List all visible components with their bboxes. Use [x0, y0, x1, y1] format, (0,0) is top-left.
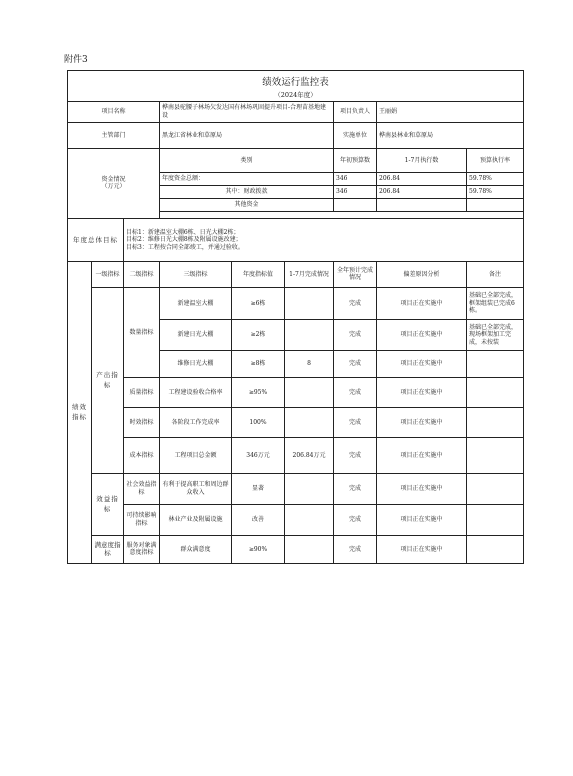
forecast-value: 完成 — [334, 473, 377, 504]
funds-header-executed: 1-7月执行数 — [377, 148, 467, 172]
completed-value — [285, 535, 334, 563]
sustainability-label: 可持续影响指标 — [124, 504, 160, 535]
level3-indicator: 各阶段工作完成率 — [160, 407, 232, 437]
completed-value: 8 — [285, 350, 334, 377]
deviation-analysis: 项目正在实施中 — [377, 287, 467, 319]
benefit-indicator-label: 效益指标 — [92, 473, 124, 535]
deviation-analysis: 项目正在实施中 — [377, 319, 467, 350]
funds-row-label: 其他资金 — [160, 198, 334, 211]
performance-table — [67, 70, 524, 564]
note-cell — [467, 377, 524, 407]
goal-line: 目标3：工程按合同全部竣工，并通过验收。 — [126, 243, 244, 251]
funds-row-budget: 346 — [334, 185, 377, 198]
table-title: 绩效运行监控表 — [68, 71, 524, 90]
header-completed: 1-7月完成情况 — [285, 261, 334, 287]
funds-row-label: 年度资金总额： — [160, 172, 334, 185]
level3-indicator: 林业产业及附属设施 — [160, 504, 232, 535]
implementer-value: 桦南县林业和草原局 — [377, 122, 524, 148]
funds-header-rate: 预算执行率 — [467, 148, 524, 172]
level3-indicator: 工程建设验收合格率 — [160, 377, 232, 407]
project-owner-label: 项目负责人 — [334, 101, 377, 122]
funds-row-budget: 346 — [334, 172, 377, 185]
funds-spacer — [160, 211, 524, 218]
project-name-label: 项目名称 — [68, 101, 160, 122]
completed-value: 206.84万元 — [285, 437, 334, 473]
level3-indicator: 维修日光大棚 — [160, 350, 232, 377]
funds-row-executed: 206.84 — [377, 185, 467, 198]
funds-row-executed — [377, 198, 467, 211]
forecast-value: 完成 — [334, 377, 377, 407]
project-name-value: 桦南县驼腰子林场欠发达国有林场巩固提升项目-合理苗基地建设 — [160, 101, 334, 122]
completed-value — [285, 319, 334, 350]
note-cell — [467, 407, 524, 437]
completed-value — [285, 473, 334, 504]
department-value: 黑龙江省林业和草原局 — [160, 122, 334, 148]
department-label: 主管部门 — [68, 122, 160, 148]
deviation-analysis: 项目正在实施中 — [377, 473, 467, 504]
social-benefit-label: 社会效益指标 — [124, 473, 160, 504]
annual-goal-content — [124, 218, 524, 261]
table-subtitle: （2024年度） — [68, 90, 524, 102]
quality-indicator-label: 质量指标 — [124, 377, 160, 407]
target-value: 改善 — [232, 504, 285, 535]
level3-indicator: 工程项目总金额 — [160, 437, 232, 473]
header-level3: 三级指标 — [160, 261, 232, 287]
satisfaction-indicator-label: 满意度指标 — [92, 535, 124, 563]
target-value: ≥2栋 — [232, 319, 285, 350]
level3-indicator: 群众满意度 — [160, 535, 232, 563]
forecast-value: 完成 — [334, 437, 377, 473]
funds-row-label: 其中：财政拨款 — [160, 185, 334, 198]
target-value: 346万元 — [232, 437, 285, 473]
forecast-value: 完成 — [334, 350, 377, 377]
funds-row-rate — [467, 198, 524, 211]
funds-row-rate: 59.78% — [467, 185, 524, 198]
target-value: ≥6栋 — [232, 287, 285, 319]
completed-value — [285, 287, 334, 319]
service-satisfaction-label: 服务对象满意度指标 — [124, 535, 160, 563]
forecast-value: 完成 — [334, 535, 377, 563]
performance-monitoring-sheet — [67, 70, 523, 564]
cost-indicator-label: 成本指标 — [124, 437, 160, 473]
level3-indicator: 新建日光大棚 — [160, 319, 232, 350]
funds-header-budget: 年初预算数 — [334, 148, 377, 172]
header-note: 备注 — [467, 261, 524, 287]
forecast-value: 完成 — [334, 407, 377, 437]
goal-line: 目标2：维修日光大棚8栋及附属设施改建； — [126, 236, 242, 244]
note-cell — [467, 350, 524, 377]
deviation-analysis: 项目正在实施中 — [377, 407, 467, 437]
level3-indicator: 新建温室大棚 — [160, 287, 232, 319]
funds-row-budget — [334, 198, 377, 211]
funds-row-rate: 59.78% — [467, 172, 524, 185]
funds-header-category: 类别 — [160, 148, 334, 172]
attachment-label: 附件3 — [64, 55, 88, 65]
target-value: ≥95% — [232, 377, 285, 407]
note-cell — [467, 535, 524, 563]
completed-value — [285, 504, 334, 535]
deviation-analysis: 项目正在实施中 — [377, 350, 467, 377]
output-indicator-label: 产出指标 — [92, 287, 124, 473]
note-cell: 基础已全部完成，现场框架加工完成，未按装 — [467, 319, 524, 350]
note-cell — [467, 473, 524, 504]
target-value: 100% — [232, 407, 285, 437]
quantity-indicator-label: 数量指标 — [124, 287, 160, 377]
implementer-label: 实施单位 — [334, 122, 377, 148]
note-cell — [467, 504, 524, 535]
target-value: ≥8栋 — [232, 350, 285, 377]
funds-row-executed: 206.84 — [377, 172, 467, 185]
level3-indicator: 有利于提高职工和周边群众收入 — [160, 473, 232, 504]
completed-value — [285, 407, 334, 437]
forecast-value: 完成 — [334, 287, 377, 319]
header-level2: 二级指标 — [124, 261, 160, 287]
forecast-value: 完成 — [334, 504, 377, 535]
header-deviation: 偏差原因分析 — [377, 261, 467, 287]
performance-indicators-label: 绩效指标 — [68, 261, 92, 563]
timeliness-indicator-label: 时效指标 — [124, 407, 160, 437]
deviation-analysis: 项目正在实施中 — [377, 504, 467, 535]
funds-section-label: 资金情况 （万元） — [68, 148, 160, 218]
goal-line: 目标1：新建温室大棚6栋、日光大棚2栋； — [126, 228, 240, 236]
target-value: ≥90% — [232, 535, 285, 563]
deviation-analysis: 项目正在实施中 — [377, 437, 467, 473]
deviation-analysis: 项目正在实施中 — [377, 535, 467, 563]
header-level1: 一级指标 — [92, 261, 124, 287]
note-cell: 基础已全部完成，框架组装已完成6栋。 — [467, 287, 524, 319]
annual-goal-label: 年度总体目标 — [68, 218, 124, 261]
forecast-value: 完成 — [334, 319, 377, 350]
completed-value — [285, 377, 334, 407]
deviation-analysis: 项目正在实施中 — [377, 377, 467, 407]
header-target: 年度指标值 — [232, 261, 285, 287]
target-value: 显著 — [232, 473, 285, 504]
note-cell — [467, 437, 524, 473]
project-owner-value: 王丽娟 — [377, 101, 524, 122]
header-forecast: 全年预计完成情况 — [334, 261, 377, 287]
